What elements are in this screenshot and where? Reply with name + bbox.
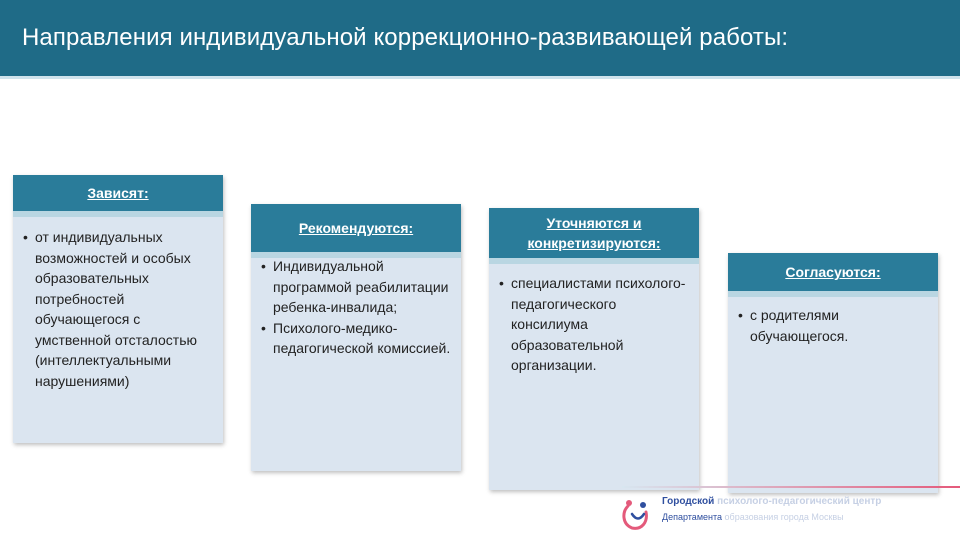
footer-logo	[612, 486, 960, 540]
card-heading	[251, 204, 461, 258]
card-heading	[728, 253, 938, 297]
list-item: • Индивидуальной программой реабилитации ребенка-инвалида;	[261, 256, 451, 318]
card-body	[13, 227, 223, 391]
footer-org-visible: Городской	[662, 496, 715, 507]
footer-dept-visible: Департамента	[662, 512, 723, 522]
slide-title: Направления индивидуальной коррекционно-развивающей работы:	[22, 24, 789, 51]
footer-dept-name	[662, 512, 844, 522]
footer-org-name	[662, 496, 881, 507]
card-depend	[13, 175, 223, 443]
slide-header	[0, 0, 960, 79]
card-agreed	[728, 253, 938, 493]
card-heading-text: Зависят:	[87, 185, 149, 201]
card-heading-text: Согласуются:	[785, 264, 881, 280]
card-body	[251, 256, 461, 359]
center-logo-icon	[618, 494, 654, 534]
footer-dept-faded: образования города Москвы	[724, 512, 844, 522]
card-heading	[489, 208, 699, 264]
card-body	[728, 305, 938, 346]
card-heading-text: Уточняются и конкретизируются:	[527, 215, 661, 251]
card-specified	[489, 208, 699, 490]
card-body	[489, 273, 699, 376]
footer-divider	[622, 486, 960, 488]
list-item: • с родителями обучающегося.	[738, 305, 928, 346]
card-heading-text: Рекомендуются:	[298, 220, 414, 236]
list-item: • специалистами психолого-педагогического консилиума образовательной организации.	[499, 273, 689, 376]
list-item: • Психолого-медико-педагогической комиссией.	[261, 318, 451, 359]
footer-org-faded: психолого-педагогический центр	[717, 496, 882, 507]
list-item: • от индивидуальных возможностей и особых образовательных потребностей обучающегося с умственной отсталостью (интеллектуальными нарушениями)	[23, 227, 213, 391]
card-heading	[13, 175, 223, 217]
card-recommended	[251, 204, 461, 471]
